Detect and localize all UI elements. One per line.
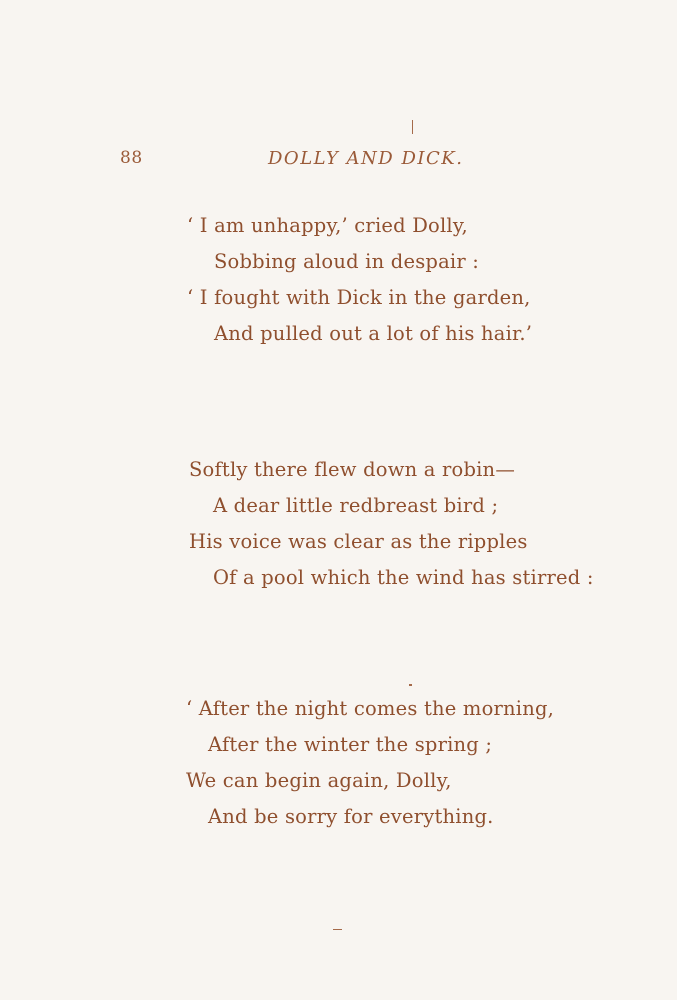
poem-line: After the winter the spring ; bbox=[208, 733, 493, 756]
poem-line: His voice was clear as the ripples bbox=[189, 530, 528, 553]
poem-line: Softly there flew down a robin— bbox=[189, 458, 516, 481]
running-title: DOLLY AND DICK. bbox=[268, 148, 464, 169]
speck-mark bbox=[333, 929, 342, 930]
speck-mark bbox=[409, 684, 412, 686]
poem-line: And pulled out a lot of his hair.’ bbox=[214, 322, 533, 345]
poem-line: ‘ After the night comes the morning, bbox=[186, 697, 555, 720]
poem-line: A dear little redbreast bird ; bbox=[213, 494, 499, 517]
poem-line: Of a pool which the wind has stirred : bbox=[213, 566, 594, 589]
page-number: 88 bbox=[120, 148, 143, 168]
poem-line: ‘ I am unhappy,’ cried Dolly, bbox=[187, 214, 468, 237]
speck-mark bbox=[412, 120, 413, 134]
poem-line: ‘ I fought with Dick in the garden, bbox=[187, 286, 531, 309]
poem-line: And be sorry for everything. bbox=[208, 805, 494, 828]
poem-line: We can begin again, Dolly, bbox=[186, 769, 452, 792]
poem-line: Sobbing aloud in despair : bbox=[214, 250, 480, 273]
